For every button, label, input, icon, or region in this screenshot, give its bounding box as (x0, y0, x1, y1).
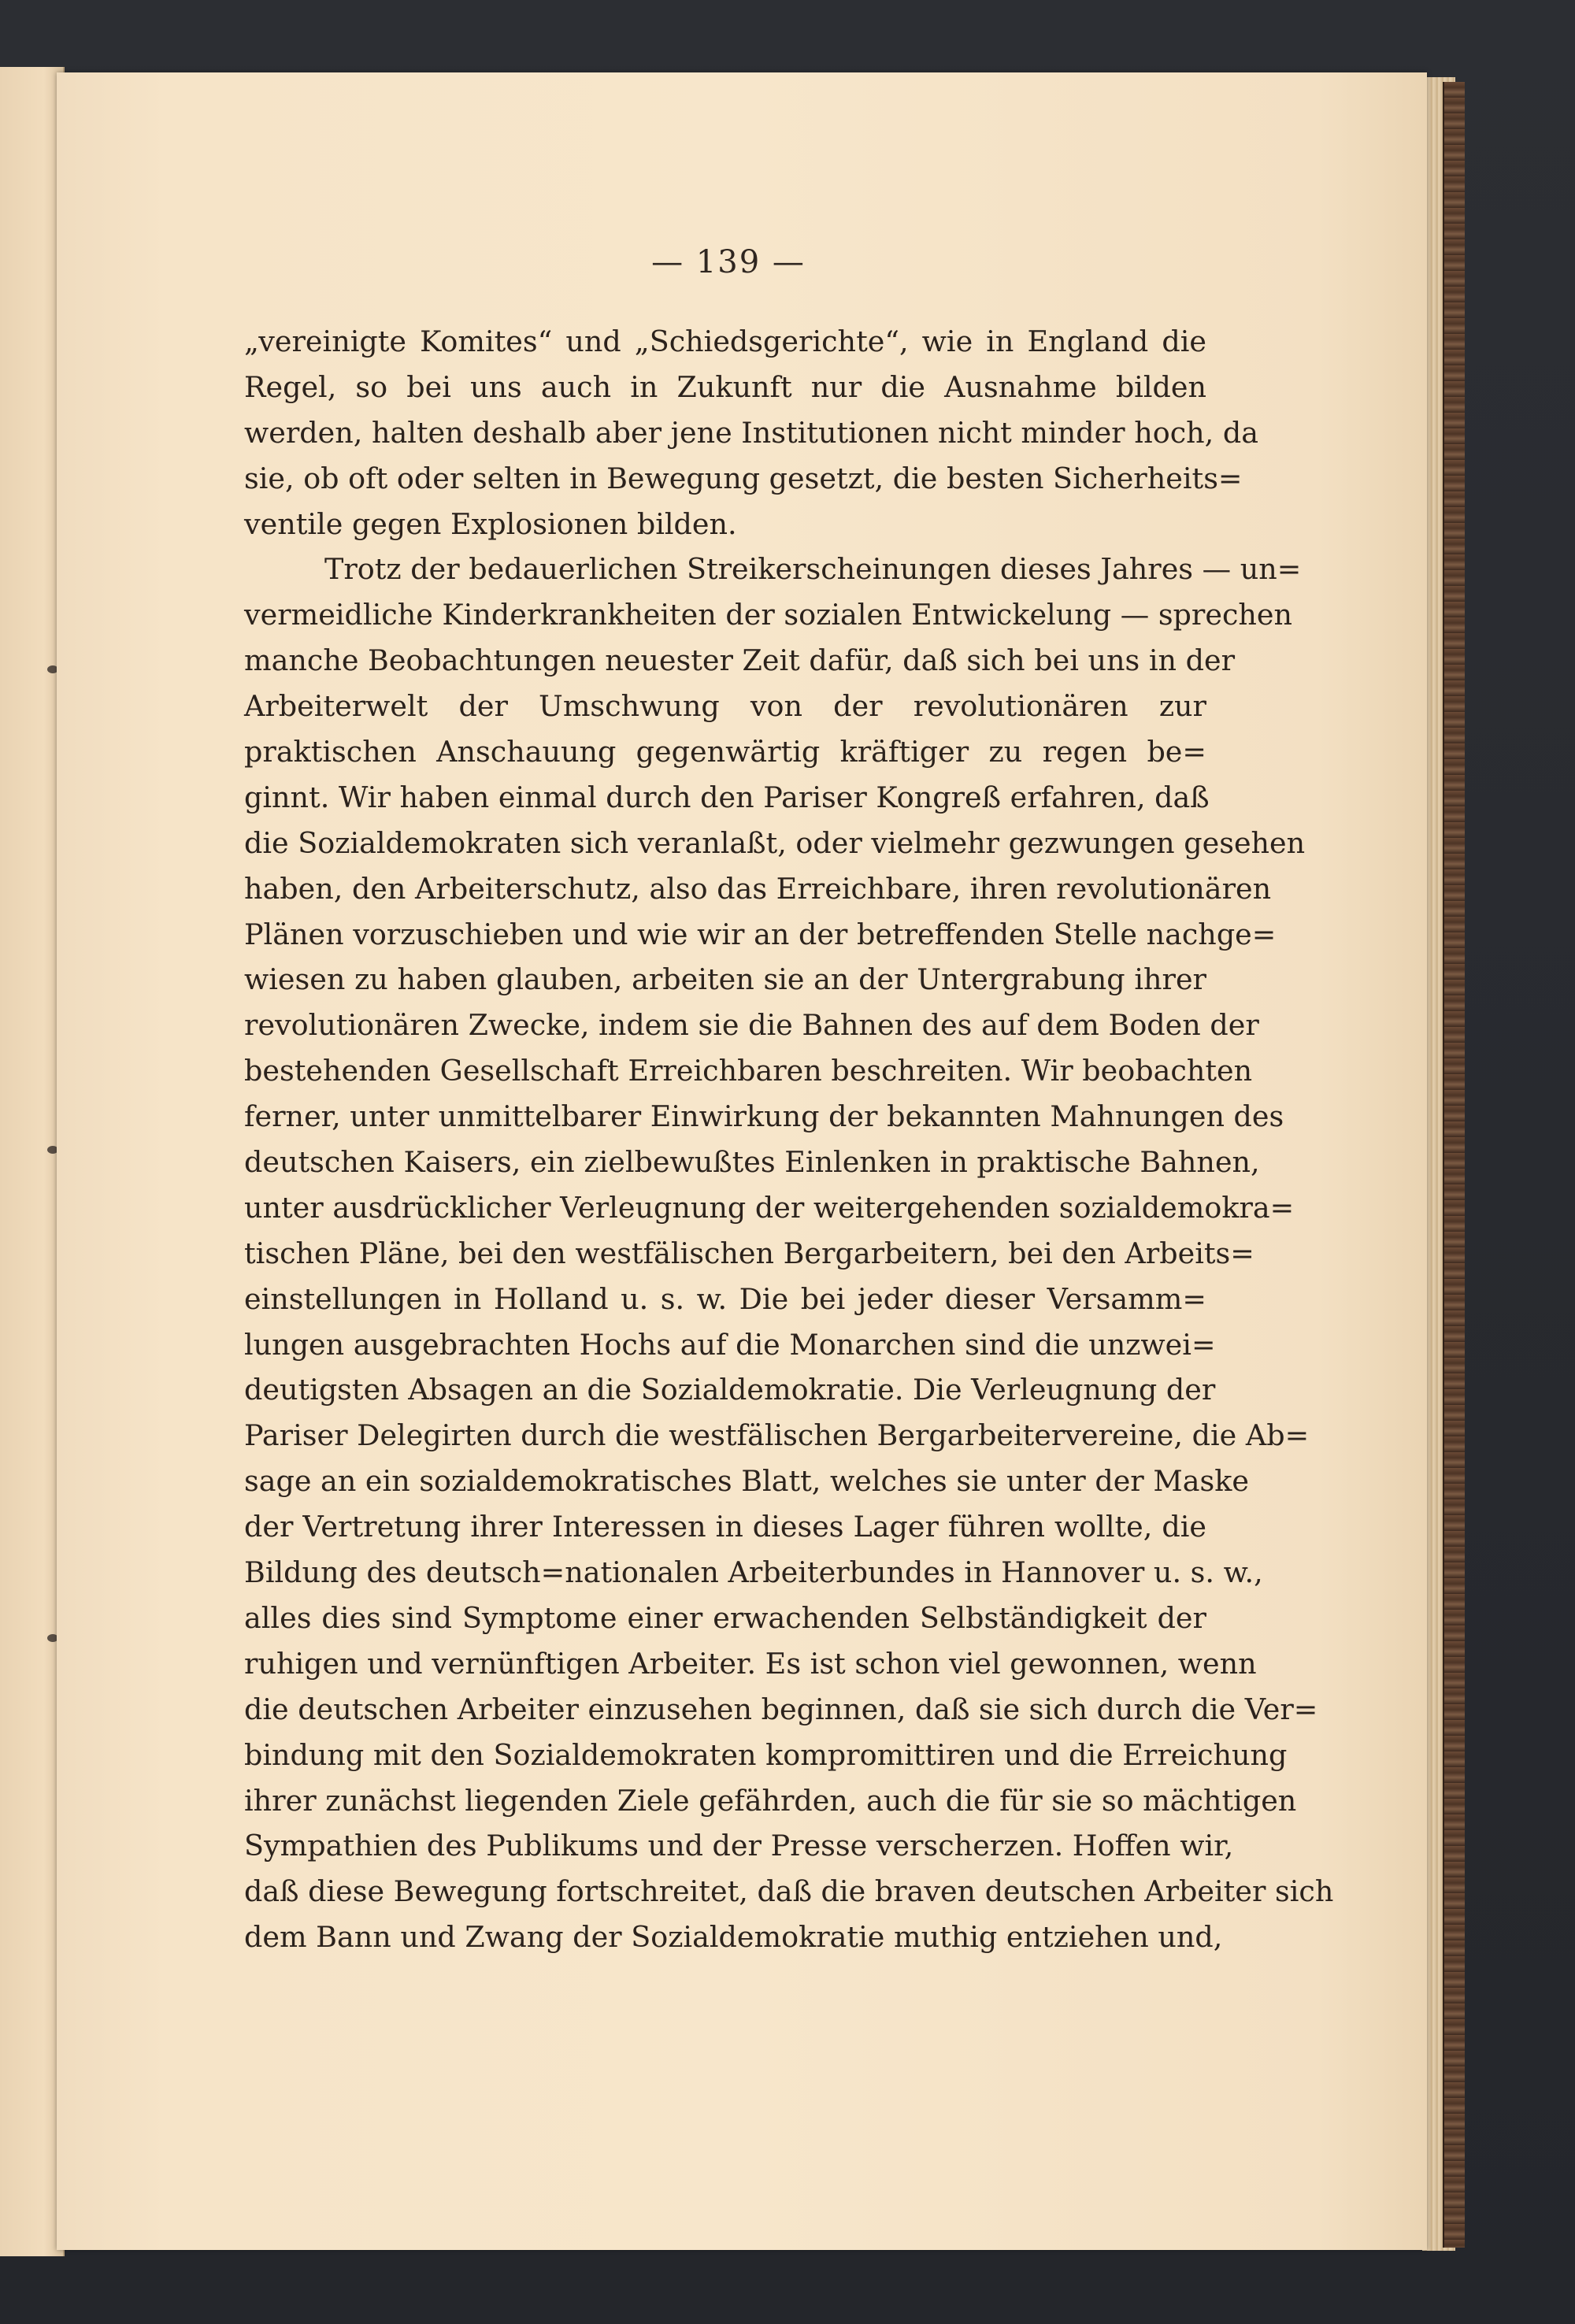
text-line: einstellungen in Holland u. s. w. Die bei jeder dieser Versamm= (244, 1281, 1206, 1316)
text-line: daß diese Bewegung fortschreitet, daß die braven deutschen Arbeiter sich (244, 1874, 1334, 1909)
text-line: ginnt. Wir haben einmal durch den Pariser Kongreß erfahren, daß (244, 780, 1210, 814)
text-line: sage an ein sozialdemokratisches Blatt, welches sie unter der Maske (244, 1464, 1249, 1499)
text-line: Sympathien des Publikums und der Presse verscherzen. Hoffen wir, (244, 1829, 1234, 1863)
text-line: „vereinigte Komites“ und „Schiedsgerichte“, wie in England die (244, 324, 1206, 358)
text-line: bestehenden Gesellschaft Erreichbaren beschreiten. Wir beobachten (244, 1054, 1253, 1088)
text-line: manche Beobachtungen neuester Zeit dafür, daß sich bei uns in der (244, 643, 1236, 678)
text-line: praktischen Anschauung gegenwärtig kräftiger zu regen be= (244, 735, 1206, 769)
text-line: unter ausdrücklicher Verleugnung der weitergehenden sozialdemokra= (244, 1190, 1295, 1225)
text-line: tischen Pläne, bei den westfälischen Bergarbeitern, bei den Arbeits= (244, 1236, 1254, 1270)
text-line: Arbeiterwelt der Umschwung von der revolutionären zur (244, 689, 1206, 724)
text-line: alles dies sind Symptome einer erwachenden Selbständigkeit der (244, 1600, 1206, 1635)
text-line: dem Bann und Zwang der Sozialdemokratie muthig entziehen und, (244, 1920, 1223, 1955)
text-line: bindung mit den Sozialdemokraten kompromittiren und die Erreichung (244, 1737, 1288, 1772)
text-line: ferner, unter unmittelbarer Einwirkung der bekannten Mahnungen des (244, 1099, 1284, 1134)
text-line: Bildung des deutsch=nationalen Arbeiterbundes in Hannover u. s. w., (244, 1555, 1263, 1590)
text-line: werden, halten deshalb aber jene Institutionen nicht minder hoch, da (244, 415, 1258, 450)
text-line: wiesen zu haben glauben, arbeiten sie an der Untergrabung ihrer (244, 962, 1206, 997)
facing-page-edge (0, 67, 65, 2256)
text-line: vermeidliche Kinderkrankheiten der sozialen Entwickelung — sprechen (244, 598, 1293, 632)
page-number: — 139 — (651, 244, 806, 280)
text-line: die deutschen Arbeiter einzusehen beginnen, daß sie sich durch die Ver= (244, 1692, 1318, 1726)
text-line: Trotz der bedauerlichen Streikerscheinungen dieses Jahres — un= (324, 552, 1302, 587)
text-line: haben, den Arbeiterschutz, also das Erreichbare, ihren revolutionären (244, 871, 1272, 906)
text-line: der Vertretung ihrer Interessen in dieses Lager führen wollte, die (244, 1510, 1206, 1544)
text-line: ihrer zunächst liegenden Ziele gefährden, auch die für sie so mächtigen (244, 1783, 1297, 1818)
text-line: deutschen Kaisers, ein zielbewußtes Einlenken in praktische Bahnen, (244, 1145, 1260, 1180)
text-line: Plänen vorzuschieben und wie wir an der betreffenden Stelle nachge= (244, 917, 1277, 951)
text-line: revolutionären Zwecke, indem sie die Bahnen des auf dem Boden der (244, 1008, 1259, 1043)
text-line: lungen ausgebrachten Hochs auf die Monarchen sind die unzwei= (244, 1327, 1216, 1362)
book-spine (1443, 82, 1465, 2248)
text-line: Regel, so bei uns auch in Zukunft nur die Ausnahme bilden (244, 369, 1206, 404)
text-line: sie, ob oft oder selten in Bewegung gesetzt, die besten Sicherheits= (244, 461, 1243, 495)
body-text (244, 319, 1334, 1960)
text-line: ventile gegen Explosionen bilden. (244, 506, 737, 541)
text-line: die Sozialdemokraten sich veranlaßt, oder vielmehr gezwungen gesehen (244, 825, 1306, 860)
text-line: ruhigen und vernünftigen Arbeiter. Es ist schon viel gewonnen, wenn (244, 1646, 1257, 1681)
text-line: deutigsten Absagen an die Sozialdemokratie. Die Verleugnung der (244, 1373, 1216, 1407)
text-line: Pariser Delegirten durch die westfälischen Bergarbeitervereine, die Ab= (244, 1418, 1310, 1453)
